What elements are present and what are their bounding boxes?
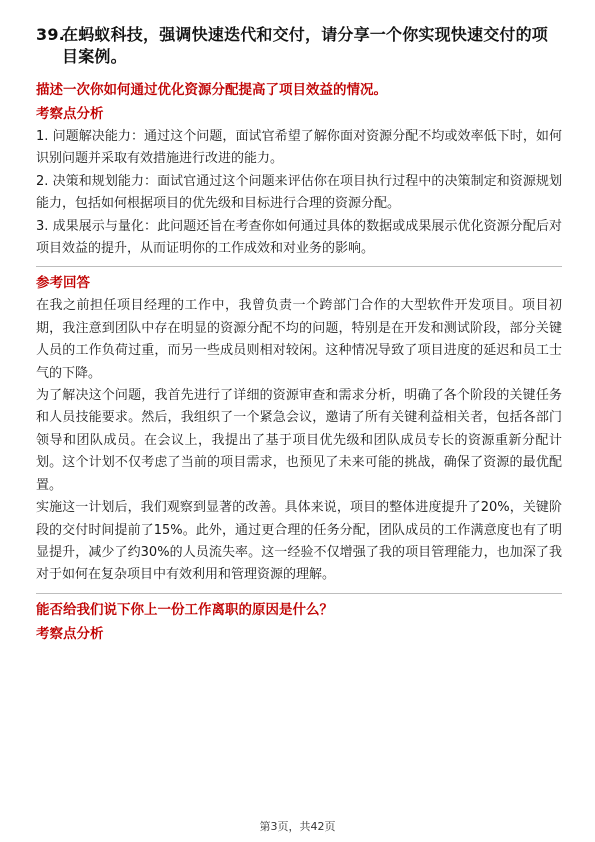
- answer-paragraph-2: 为了解决这个问题，我首先进行了详细的资源审查和需求分析，明确了各个阶段的关键任务和人员技能要求。然后，我组织了一个紧急会议，邀请了所有关键利益相关者，包括各部门领导和团队成员。在会议上，我提出了基于项目优先级和团队成员专长的资源重新分配计划。这个计划不仅考虑了当前的项目需求，也预见了未来可能的挑战，确保了资源的最优配置。: [36, 388, 562, 493]
- analysis-item-2: 2. 决策和规划能力：面试官通过这个问题来评估你在项目执行过程中的决策制定和资源规划能力，包括如何根据项目的优先级和目标进行合理的资源分配。: [36, 173, 562, 212]
- sub-question-2: 能否给我们说下你上一份工作离职的原因是什么？: [36, 601, 333, 618]
- sub-question-1: 描述一次你如何通过优化资源分配提高了项目效益的情况。: [36, 82, 387, 98]
- document-page: [36, 24, 562, 646]
- section-divider: [36, 266, 562, 267]
- answer-paragraph-3: 实施这一计划后，我们观察到显著的改善。具体来说，项目的整体进度提升了20%，关键阶段的交付时间提前了15%。此外，通过更合理的任务分配，团队成员的工作满意度也有了明显提升，减少了约30%的人员流失率。这一经验不仅增强了我的项目管理能力，也加深了我对于如何在复杂项目中有效利用和管理资源的理解。: [36, 500, 562, 583]
- page-footer: 第3页，共42页: [259, 820, 336, 833]
- question-title: [36, 24, 562, 68]
- answer-paragraph-1: 在我之前担任项目经理的工作中，我曾负责一个跨部门合作的大型软件开发项目。项目初期，我注意到团队中存在明显的资源分配不均的问题，特别是在开发和测试阶段，部分关键人员的工作负荷过重，而另一些成员则相对较闲。这种情况导致了项目进度的延迟和员工士气的下降。: [36, 298, 562, 381]
- answer-heading: 参考回答: [36, 275, 90, 292]
- analysis-heading-2: 考察点分析: [36, 625, 104, 642]
- analysis-heading-1: 考察点分析: [36, 106, 104, 122]
- question-number: 39.: [36, 25, 65, 44]
- section-divider: [36, 593, 562, 594]
- question-text: 在蚂蚁科技，强调快速迭代和交付，请分享一个你实现快速交付的项目案例。: [62, 25, 549, 66]
- analysis-item-3: 3. 成果展示与量化：此问题还旨在考查你如何通过具体的数据或成果展示优化资源分配后对项目效益的提升，从而证明你的工作成效和对业务的影响。: [36, 218, 562, 257]
- analysis-item-1: 1. 问题解决能力：通过这个问题，面试官希望了解你面对资源分配不均或效率低下时，如何识别问题并采取有效措施进行改进的能力。: [36, 129, 562, 167]
